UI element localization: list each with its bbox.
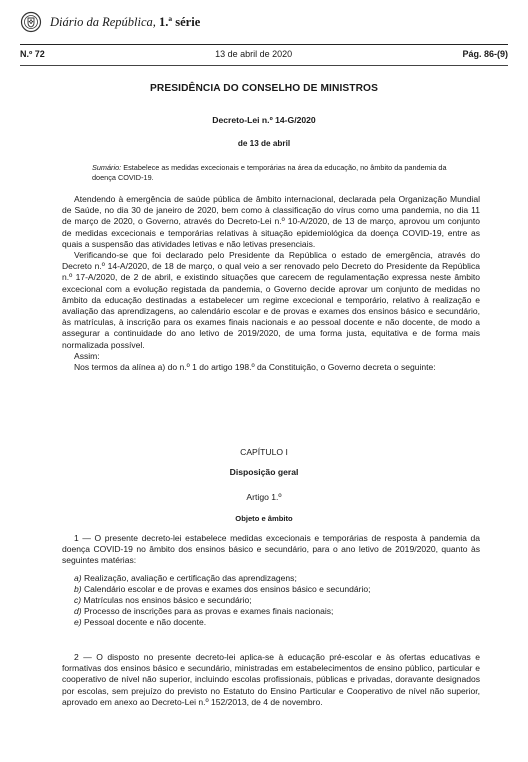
chapter-title: Disposição geral — [229, 467, 299, 477]
decree-date: de 13 de abril — [237, 139, 291, 148]
list-item: d) Processo de inscrições para as provas e exames finais nacionais; — [74, 606, 334, 617]
article-1-paragraph-2 — [62, 652, 480, 708]
decree-title: Decreto-Lei n.º 14-G/2020 — [212, 115, 316, 125]
list-item: c) Matrículas nos ensinos básico e secundário; — [74, 595, 252, 606]
ministry-heading: PRESIDÊNCIA DO CONSELHO DE MINISTROS — [150, 83, 378, 94]
issue-info-bar — [20, 49, 508, 63]
list-item: b) Calendário escolar e de provas e exames dos ensinos básico e secundário; — [74, 583, 371, 594]
summary — [92, 163, 472, 182]
paragraph-text: 2 — O disposto no presente decreto-lei aplica-se à educação pré-escolar e às ofertas educativas e formativas dos ensinos básico e secundário, ministradas em estabelecimentos de ensino público, particular e cooperativo de nível não superior, incluindo escolas profissionais, públicas e privadas, doravante designados por escolas, sem prejuízo do previsto no Estatuto do Ensino Particular e Cooperativo de nível não superior, aprovado em anexo ao Decreto-Lei n.º 152/2013, de 4 de novembro. — [62, 652, 480, 707]
preamble-paragraph: Verificando-se que foi declarado pelo Presidente da República o estado de emergência, através do Decreto n.º 14-A/2020, de 18 de março, o qual veio a ser renovado pelo Decreto do Presidente da República n.º 17-A/2020, de 2 de abril, e existindo situações que carecem de regulamentação expressa neste âmbito excecional com a evolução registada da pandemia, o Governo decide aprovar um conjunto de medidas no âmbito da educação destinadas a estabelecer um regime excecional e temporário, relativo à realização e avaliação das aprendizagens, ao calendário escolar e de provas e exames dos ensinos básico e secundário, às matrículas, à inscrição para os exames finais nacionais e ao pessoal docente e não docente, de modo a assegurar a continuidade do ano letivo de 2019/2020, de uma forma justa, equitativa e de forma mais normalizada possível. — [62, 250, 480, 350]
coat-of-arms-icon — [20, 11, 42, 33]
article-title: Objeto e âmbito — [235, 514, 293, 523]
list-item: a) Realização, avaliação e certificação das aprendizagens; — [74, 572, 297, 583]
preamble-paragraph: Atendendo à emergência de saúde pública de âmbito internacional, declarada pela Organização Mundial de Saúde, no dia 30 de janeiro de 2020, bem como à classificação do vírus como uma pandemia, no dia 11 de março de 2020, o Governo, através do Decreto-Lei n.º 10-A/2020, de 13 de março, aprovou um conjunto de medidas excecionais e temporárias relativas à situação epidemiológica da doença COVID-19, entre as quais a suspensão das atividades letivas e não letivas presenciais. — [62, 194, 480, 249]
issue-number: N.º 72 — [20, 49, 45, 59]
masthead — [20, 9, 200, 35]
summary-label: Sumário: — [92, 163, 122, 172]
article-1-paragraph-1 — [62, 533, 480, 629]
paragraph-text: 1 — O presente decreto-lei estabelece medidas excecionais e temporárias de resposta à pandemia da doença COVID-19 no âmbito dos ensinos básico e secundário, para o ano letivo de 2019/2020, quanto às seguintes matérias: — [62, 533, 480, 566]
header-rule-bottom — [20, 65, 508, 66]
list-item: e) Pessoal docente e não docente. — [74, 617, 207, 628]
article-heading: Artigo 1.º — [246, 492, 282, 502]
series-label: 1.ª série — [159, 14, 201, 29]
preamble-paragraph: Nos termos da alínea a) do n.º 1 do artigo 198.º da Constituição, o Governo decreta o seguinte: — [74, 362, 436, 373]
issue-date: 13 de abril de 2020 — [215, 49, 293, 59]
summary-text: Estabelece as medidas excecionais e temporárias na área da educação, no âmbito da pandemia da doença COVID-19. — [92, 163, 447, 182]
matters-list — [62, 573, 480, 629]
header-rule-top — [20, 44, 508, 45]
chapter-heading: CAPÍTULO I — [240, 447, 288, 457]
publication-title: Diário da República, 1.ª série — [50, 14, 201, 29]
preamble — [62, 194, 480, 373]
page-number: Pág. 86-(9) — [462, 49, 508, 59]
preamble-paragraph: Assim: — [74, 350, 100, 361]
